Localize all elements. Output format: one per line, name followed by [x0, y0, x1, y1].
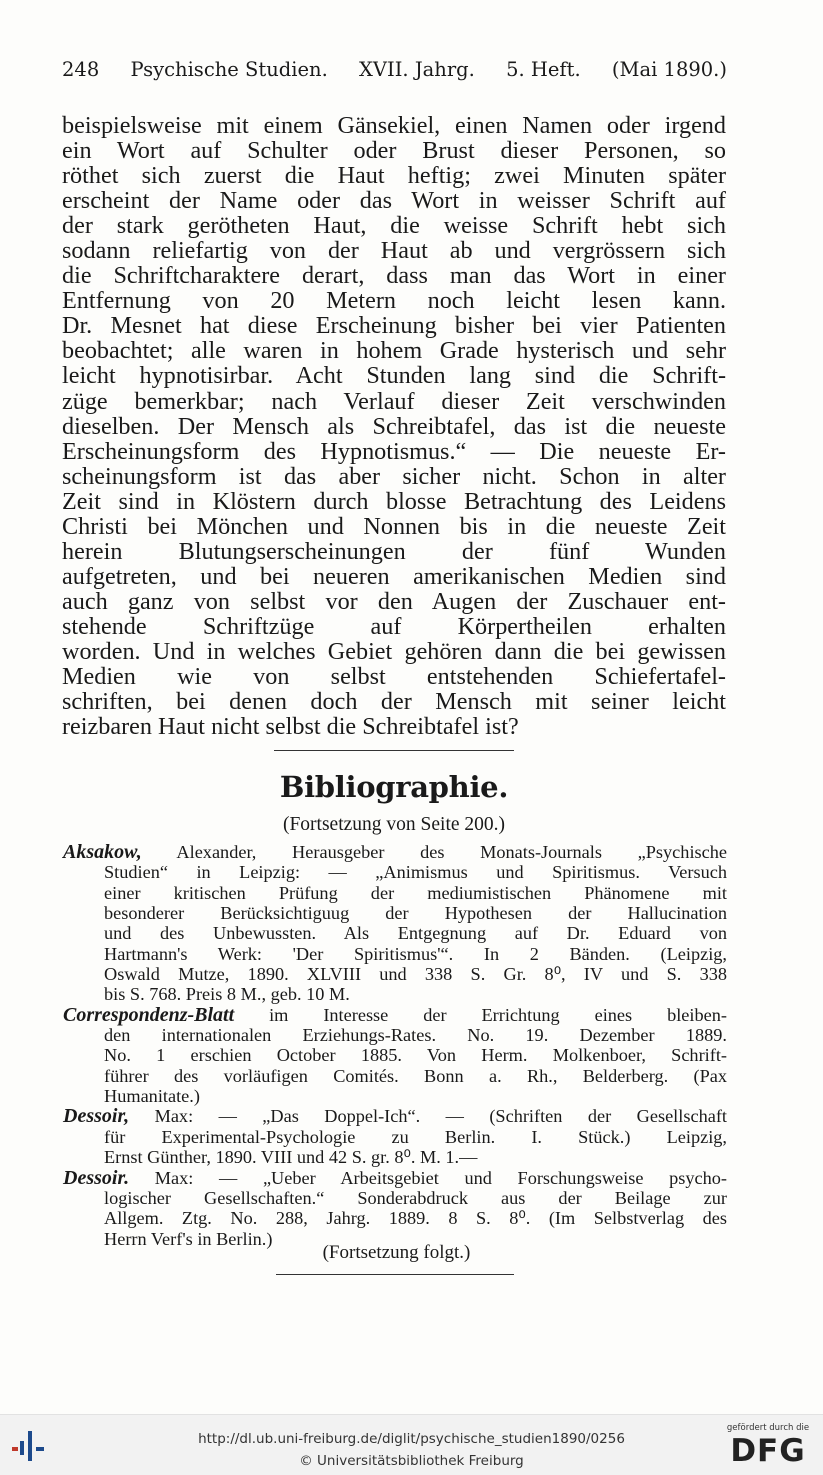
entry-author: Correspondenz-Blatt: [63, 1003, 235, 1026]
entry-line: im Interesse der Errichtung eines bleiben-: [269, 1004, 727, 1025]
body-line: röthet sich zuerst die Haut heftig; zwei Minuten später: [62, 162, 726, 190]
bibliography-entry: [63, 1168, 727, 1249]
entry-line: und des Unbewussten. Als Entgegnung auf Dr. Eduard von: [104, 923, 727, 944]
bibliography-entry: [63, 1005, 727, 1107]
entry-author: Dessoir,: [63, 1105, 130, 1128]
body-line: erscheint der Name oder das Wort in weisser Schrift auf: [62, 187, 726, 215]
body-line: herein Blutungserscheinungen der fünf Wunden: [62, 537, 726, 565]
body-line: beobachtet; alle waren in hohem Grade hysterisch und sehr: [62, 337, 726, 365]
entry-line: den internationalen Erziehungs-Rates. No. 19. Dezember 1889.: [104, 1025, 727, 1046]
body-line: schriften, bei denen doch der Mensch mit seiner leicht: [62, 688, 726, 716]
entry-line: besonderer Berücksichtiguug der Hypothesen der Hallucination: [104, 903, 727, 924]
copyright-notice: © Universitätsbibliothek Freiburg: [299, 1453, 524, 1469]
body-line: Entfernung von 20 Metern noch leicht lesen kann.: [62, 287, 726, 315]
body-line: worden. Und in welches Gebiet gehören dann die bei gewissen: [62, 637, 726, 665]
body-line: reizbaren Haut nicht selbst die Schreibtafel ist?: [62, 713, 519, 741]
body-line: züge bemerkbar; nach Verlauf dieser Zeit verschwinden: [62, 387, 726, 415]
entry-line: führer des vorläufigen Comités. Bonn a. Rh., Belderberg. (Pax: [104, 1065, 727, 1086]
entry-line: bis S. 768. Preis 8 M., geb. 10 M.: [104, 984, 350, 1005]
issue-label: 5. Heft.: [506, 58, 581, 81]
entry-line: Max: — „Ueber Arbeitsgebiet und Forschungsweise psycho-: [154, 1167, 727, 1188]
body-line: Erscheinungsform des Hypnotismus.“ — Die neueste Er-: [62, 437, 726, 465]
body-line: ein Wort auf Schulter oder Brust dieser Personen, so: [62, 137, 726, 165]
source-url-link[interactable]: http://dl.ub.uni-freiburg.de/diglit/psychische_studien1890/0256: [198, 1431, 625, 1447]
dfg-wordmark: DFG: [730, 1433, 806, 1469]
entry-line: Alexander, Herausgeber des Monats-Journals „Psychische: [176, 842, 728, 862]
dfg-logo: [722, 1423, 814, 1471]
entry-line: Hartmann's Werk: 'Der Spiritismus'“. In 2 Bänden. (Leipzig,: [104, 943, 727, 964]
page-number: 248: [62, 58, 100, 81]
body-line: auch ganz von selbst vor den Augen der Zuschauer ent-: [62, 587, 726, 615]
body-line: beispielsweise mit einem Gänsekiel, einen Namen oder irgend: [62, 112, 726, 139]
body-line: die Schriftcharaktere derart, dass man das Wort in einer: [62, 262, 726, 290]
journal-title: Psychische Studien.: [130, 58, 328, 81]
entry-line: für Experimental-Psychologie zu Berlin. I. Stück.) Leipzig,: [104, 1126, 727, 1147]
entry-author: Dessoir.: [63, 1166, 130, 1189]
body-line: aufgetreten, und bei neueren amerikanischen Medien sind: [62, 562, 726, 590]
volume-label: XVII. Jahrg.: [359, 58, 475, 81]
body-line: Dr. Mesnet hat diese Erscheinung bisher bei vier Patienten: [62, 312, 726, 340]
body-line: Zeit sind in Klöstern durch blosse Betrachtung des Leidens: [62, 487, 726, 515]
bibliography-list: [63, 842, 727, 1249]
entry-author: Aksakow,: [63, 841, 142, 863]
body-paragraph: [62, 113, 726, 739]
issue-date: (Mai 1890.): [611, 58, 727, 81]
bibliography-entry: [63, 842, 727, 1005]
body-line: dieselben. Der Mensch als Schreibtafel, das ist die neueste: [62, 412, 726, 440]
entry-line: Allgem. Ztg. No. 288, Jahrg. 1889. 8 S. 8⁰. (Im Selbstverlag des: [104, 1208, 727, 1229]
section-subheading: (Fortsetzung von Seite 200.): [282, 814, 506, 835]
entry-line: Humanitate.): [104, 1086, 200, 1107]
body-line: sodann reliefartig von der Haut ab und vergrössern sich: [62, 237, 726, 265]
viewer-footer: [0, 1414, 823, 1475]
entry-line: einer kritischen Prüfung der mediumistischen Phänomene mit: [104, 882, 727, 903]
entry-line: Studien“ in Leipzig: — „Animismus und Spiritismus. Versuch: [104, 862, 727, 883]
body-line: Christi bei Mönchen und Nonnen bis in die neueste Zeit: [62, 512, 726, 540]
entry-line: Max: — „Das Doppel-Ich“. — (Schriften der Gesellschaft: [154, 1106, 727, 1127]
entry-line: No. 1 erschien October 1885. Von Herm. Molkenboer, Schrift-: [104, 1045, 727, 1066]
dfg-sponsor-note: gefördert durch die: [726, 1423, 810, 1433]
bibliography-entry: [63, 1106, 727, 1167]
continuation-note: (Fortsetzung folgt.): [322, 1242, 471, 1263]
entry-line: Herrn Verf's in Berlin.): [104, 1228, 273, 1249]
closing-divider: [276, 1274, 514, 1275]
running-header: [62, 58, 727, 81]
section-heading: Bibliographie.: [279, 770, 509, 804]
body-line: leicht hypnotisirbar. Acht Stunden lang sind die Schrift-: [62, 362, 726, 390]
entry-line: logischer Gesellschaften.“ Sonderabdruck aus der Beilage zur: [104, 1187, 727, 1208]
body-line: der stark gerötheten Haut, die weisse Schrift hebt sich: [62, 212, 726, 240]
body-line: Medien wie von selbst entstehenden Schiefertafel-: [62, 663, 726, 691]
section-divider: [274, 750, 514, 751]
entry-line: Oswald Mutze, 1890. XLVIII und 338 S. Gr. 8⁰, IV und S. 338: [104, 964, 727, 985]
entry-line: Ernst Günther, 1890. VIII und 42 S. gr. 8⁰. M. 1.—: [104, 1147, 478, 1168]
body-line: scheinungsform ist das aber sicher nicht. Schon in alter: [62, 462, 726, 490]
body-line: stehende Schriftzüge auf Körpertheilen erhalten: [62, 612, 726, 640]
